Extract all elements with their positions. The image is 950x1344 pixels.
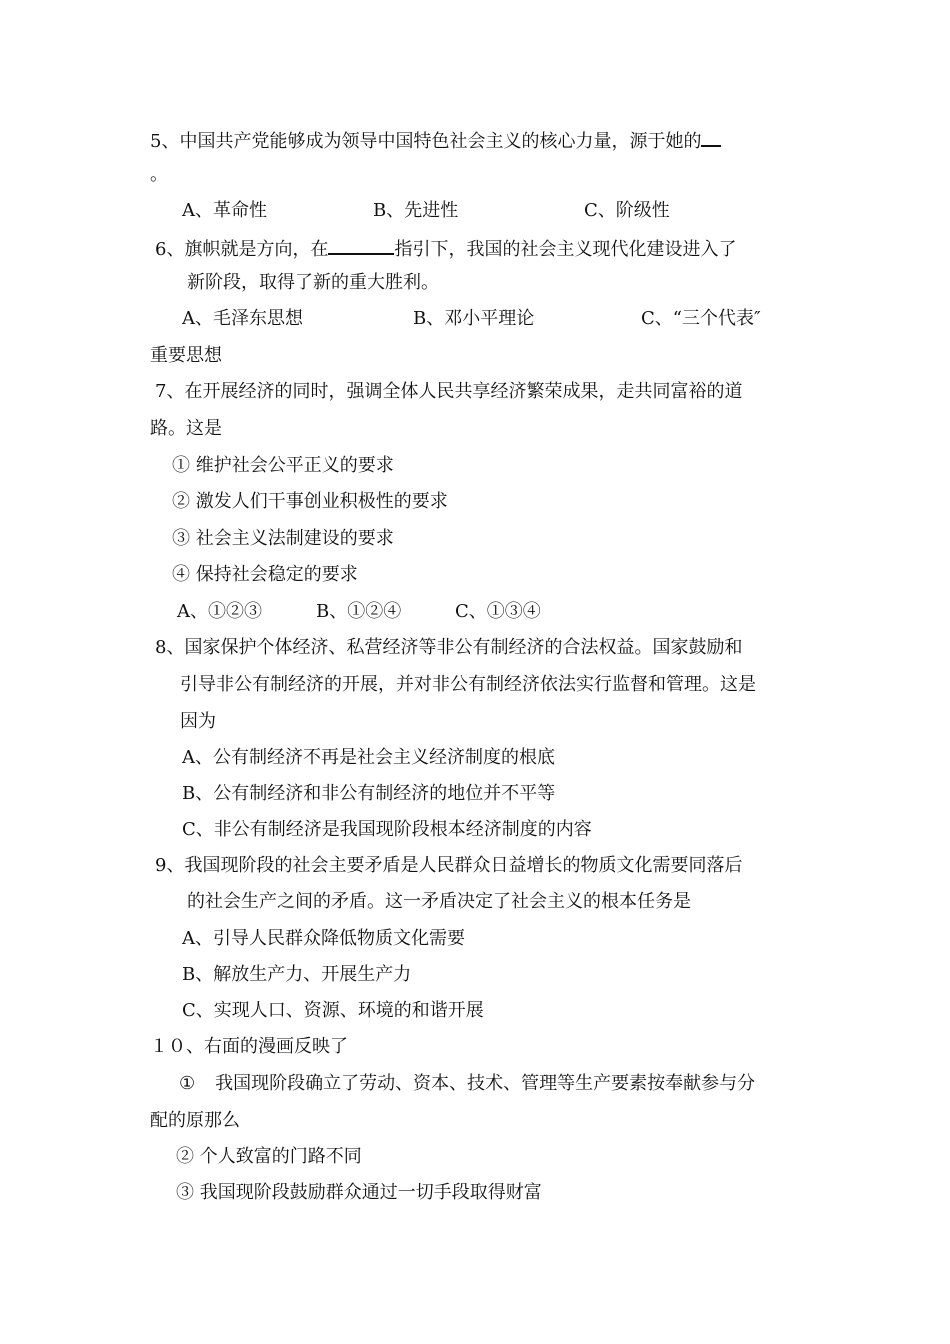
- q5-stem-text: 5、中国共产党能够成为领导中国特色社会主义的核心力量，源于她的: [150, 131, 702, 152]
- q7-item-4: ④ 保持社会稳定的要求: [172, 564, 358, 585]
- q6-option-b: B、邓小平理论: [413, 308, 535, 329]
- q6-stem-text-a: 6、旗帜就是方向，在: [155, 239, 329, 260]
- q7-option-b: B、①②④: [316, 601, 402, 622]
- q5-stem-line-1: [150, 127, 721, 151]
- q6-stem-text-b: 指引下，我国的社会主义现代化建设进入了: [394, 239, 737, 260]
- q6-stem-line-1: [155, 235, 736, 259]
- q5-option-a: A、革命性: [182, 200, 267, 221]
- q7-stem-line-2: 路。这是: [150, 418, 222, 439]
- q9-option-c: C、实现人口、资源、环境的和谐开展: [182, 1000, 484, 1021]
- q10-stem-line-1: １０、右面的漫画反映了: [150, 1036, 348, 1057]
- q5-stem-line-2: 。: [150, 164, 168, 185]
- q10-item-1-continued: 配的原那么: [150, 1110, 240, 1131]
- q8-stem-line-3: 因为: [180, 711, 216, 732]
- q9-stem-line-1: 9、我国现阶段的社会主要矛盾是人民群众日益增长的物质文化需要同落后: [155, 855, 743, 876]
- q7-stem-line-1: 7、在开展经济的同时，强调全体人民共享经济繁荣成果，走共同富裕的道: [155, 381, 743, 402]
- q10-item-1: [179, 1072, 755, 1096]
- q7-item-1: ① 维护社会公平正义的要求: [172, 455, 394, 476]
- q6-option-c-continued: 重要思想: [150, 345, 222, 366]
- q7-option-c: C、①③④: [455, 601, 541, 622]
- q9-option-a: A、引导人民群众降低物质文化需要: [182, 928, 465, 949]
- q10-item-3: ③ 我国现阶段鼓励群众通过一切手段取得财富: [176, 1182, 542, 1203]
- q9-option-b: B、解放生产力、开展生产力: [182, 964, 412, 985]
- q5-answer-blank[interactable]: [701, 127, 721, 147]
- q5-option-c: C、阶级性: [584, 200, 670, 221]
- q6-option-c: C、“三个代表″: [641, 308, 761, 329]
- q7-option-a: A、①②③: [177, 601, 262, 622]
- q10-item-1-text: 我国现阶段确立了劳动、资本、技术、管理等生产要素按奉献参与分: [215, 1073, 756, 1094]
- q8-stem-line-1: 8、国家保护个体经济、私营经济等非公有制经济的合法权益。国家鼓励和: [155, 637, 743, 658]
- q6-answer-blank[interactable]: [328, 235, 394, 255]
- q9-stem-line-2: 的社会生产之间的矛盾。这一矛盾决定了社会主义的根本任务是: [187, 891, 691, 912]
- q7-item-2: ② 激发人们干事创业积极性的要求: [172, 491, 448, 512]
- q10-item-2: ② 个人致富的门路不同: [176, 1146, 362, 1167]
- q5-option-b: B、先进性: [373, 200, 459, 221]
- q6-option-a: A、毛泽东思想: [182, 308, 303, 329]
- q8-option-c: C、非公有制经济是我国现阶段根本经济制度的内容: [182, 819, 592, 840]
- q8-option-b: B、公有制经济和非公有制经济的地位并不平等: [182, 783, 556, 804]
- q7-item-3: ③ 社会主义法制建设的要求: [172, 528, 394, 549]
- q8-stem-line-2: 引导非公有制经济的开展，并对非公有制经济依法实行监督和管理。这是: [180, 674, 756, 695]
- q6-stem-line-2: 新阶段，取得了新的重大胜利。: [187, 272, 439, 293]
- q8-option-a: A、公有制经济不再是社会主义经济制度的根底: [182, 747, 555, 768]
- q10-item-1-marker: ①: [179, 1073, 196, 1094]
